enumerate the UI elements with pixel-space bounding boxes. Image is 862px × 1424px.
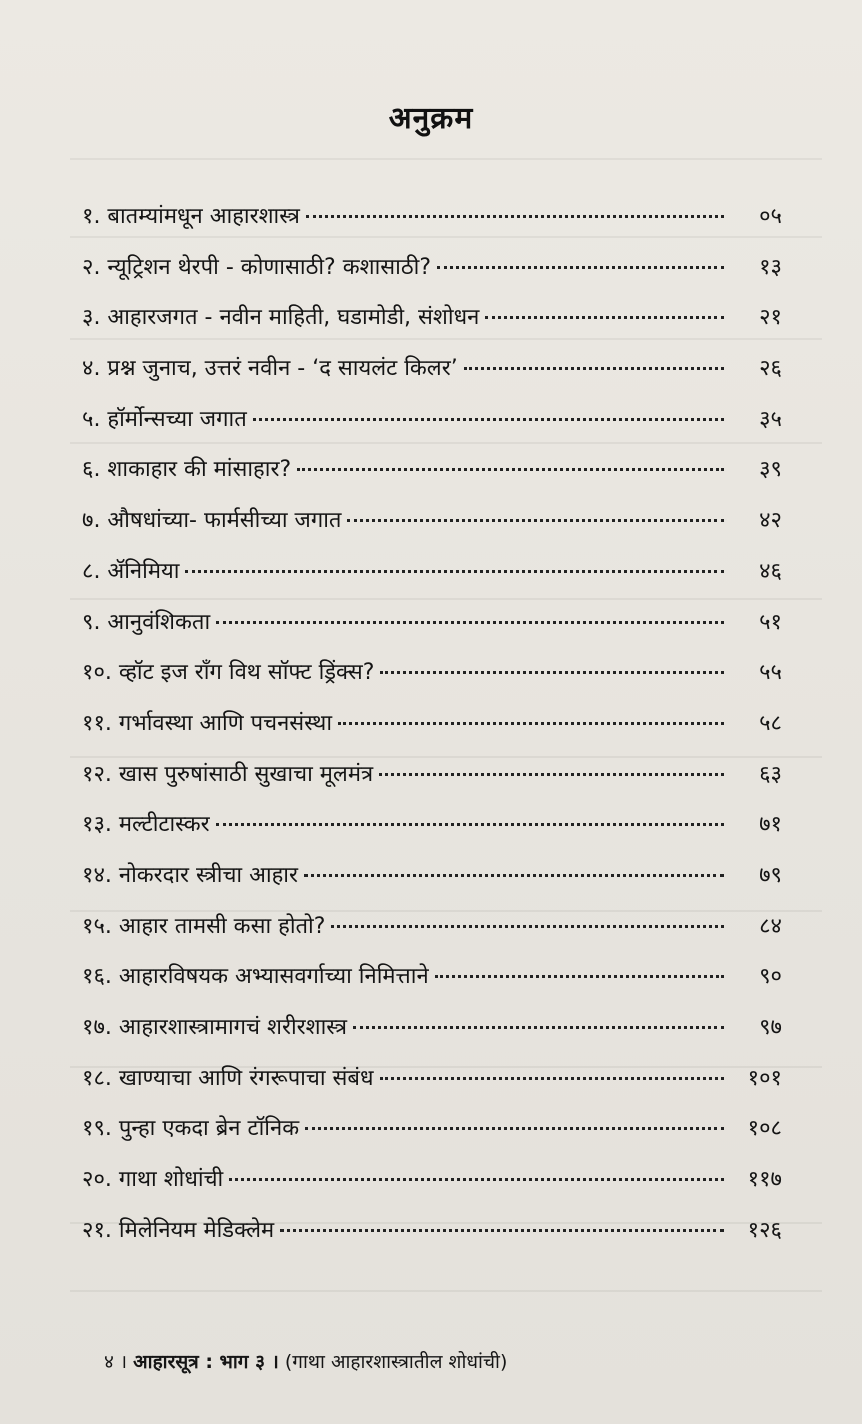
toc-entry-page: ६३ [759,761,782,787]
toc-leader-dots [253,418,724,421]
toc-entry [82,1062,782,1113]
bleed-through-line [70,1290,822,1292]
toc-entry [82,1163,782,1214]
footer-book-title: आहारसूत्र : भाग ३ । [133,1351,279,1373]
toc-leader-dots [435,975,724,978]
page-footer [104,1348,507,1374]
toc-entry-page: १०१ [747,1065,782,1091]
toc-entry-title: १९. पुन्हा एकदा ब्रेन टॉनिक [82,1116,300,1142]
toc-entry [82,606,782,657]
toc-leader-dots [304,874,724,877]
toc-entry-title: १८. खाण्याचा आणि रंगरूपाचा संबंध [82,1065,374,1091]
toc-entry-title: ५. हॉर्मोन्सच्या जगात [82,406,247,432]
toc-leader-dots [306,215,724,218]
toc-leader-dots [216,621,724,624]
toc-entry-page: ११७ [747,1167,782,1193]
toc-leader-dots [305,1127,724,1130]
toc-entry-title: २१. मिलेनियम मेडिक्लेम [82,1217,275,1243]
toc-entry-title: १६. आहारविषयक अभ्यासवर्गाच्या निमित्ताने [82,964,429,990]
toc-leader-dots [347,519,724,522]
toc-leader-dots [297,468,724,471]
toc-entry-page: ८४ [759,913,782,939]
toc-entry-title: ४. प्रश्न जुनाच, उत्तरं नवीन - ‘द सायलंट किलर’ [82,356,458,382]
toc-entry [82,504,782,555]
toc-entry-page: ४६ [759,558,782,584]
toc-entry [82,403,782,454]
toc-leader-dots [437,266,724,269]
toc-entry-page: ९० [759,964,782,990]
toc-entry-page: ५५ [759,660,782,686]
toc-entry [82,808,782,859]
toc-entry [82,910,782,961]
toc-leader-dots [380,671,724,674]
toc-entry [82,555,782,606]
toc-entry-page: ३५ [759,406,782,432]
toc-entry-page: ५१ [759,609,782,635]
toc-entry-title: १७. आहारशास्त्रामागचं शरीरशास्त्र [82,1015,348,1040]
toc-entry-page: १२६ [747,1217,782,1243]
page-title: अनुक्रम [388,101,474,136]
toc-entry-title: १२. खास पुरुषांसाठी सुखाचा मूलमंत्र [82,761,374,787]
toc-entry-page: २६ [759,356,782,382]
table-of-contents [82,200,782,1264]
toc-entry [82,301,782,352]
toc-entry [82,656,782,707]
toc-entry-title: २०. गाथा शोधांची [82,1167,224,1193]
toc-entry-page: ९७ [759,1015,782,1040]
toc-entry-page: ५८ [759,710,782,736]
toc-entry-title: १०. व्हॉट इज रॉंग विथ सॉफ्ट ड्रिंक्स? [82,660,375,686]
toc-entry-page: २१ [759,305,782,331]
toc-entry-title: २. न्यूट्रिशन थेरपी - कोणासाठी? कशासाठी? [82,254,431,280]
toc-entry-page: ७९ [759,862,782,888]
toc-entry [82,200,782,251]
toc-leader-dots [229,1178,724,1181]
toc-entry [82,251,782,302]
toc-entry-title: १४. नोकरदार स्त्रीचा आहार [82,862,298,888]
toc-entry-page: १०८ [747,1116,782,1142]
toc-leader-dots [185,570,724,573]
footer-page-number: ४ । [104,1351,128,1373]
toc-entry-title: ७. औषधांच्या- फार्मसीच्या जगात [82,508,342,534]
toc-entry-page: १३ [759,254,782,280]
bleed-through-line [70,158,822,160]
toc-leader-dots [464,367,724,370]
toc-entry [82,758,782,809]
toc-entry-title: ३. आहारजगत - नवीन माहिती, घडामोडी, संशोधन [82,305,480,331]
toc-entry [82,1011,782,1062]
toc-entry-page: ७१ [759,812,782,838]
toc-entry-page: ०५ [759,204,782,229]
toc-leader-dots [338,722,724,725]
toc-entry [82,707,782,758]
toc-entry [82,960,782,1011]
toc-entry-page: ३९ [759,457,782,483]
toc-leader-dots [353,1026,724,1029]
toc-entry-page: ४२ [759,508,782,534]
toc-entry-title: १. बातम्यांमधून आहारशास्त्र [82,204,300,229]
toc-entry-title: १३. मल्टीटास्कर [82,812,210,838]
toc-entry [82,1112,782,1163]
toc-leader-dots [216,823,724,826]
toc-entry-title: ११. गर्भावस्था आणि पचनसंस्था [82,710,333,736]
footer-subtitle: (गाथा आहारशास्त्रातील शोधांची) [284,1351,508,1373]
toc-entry-title: ८. ॲनिमिया [82,558,180,584]
toc-leader-dots [380,1077,724,1080]
toc-entry [82,859,782,910]
toc-leader-dots [379,773,724,776]
toc-entry-title: ६. शाकाहार की मांसाहार? [82,457,292,483]
toc-entry [82,352,782,403]
toc-leader-dots [331,925,724,928]
toc-leader-dots [485,316,724,319]
toc-entry-title: ९. आनुवंशिकता [82,609,211,635]
toc-entry [82,453,782,504]
toc-leader-dots [280,1229,724,1232]
toc-entry-title: १५. आहार तामसी कसा होतो? [82,913,326,939]
toc-entry [82,1214,782,1265]
